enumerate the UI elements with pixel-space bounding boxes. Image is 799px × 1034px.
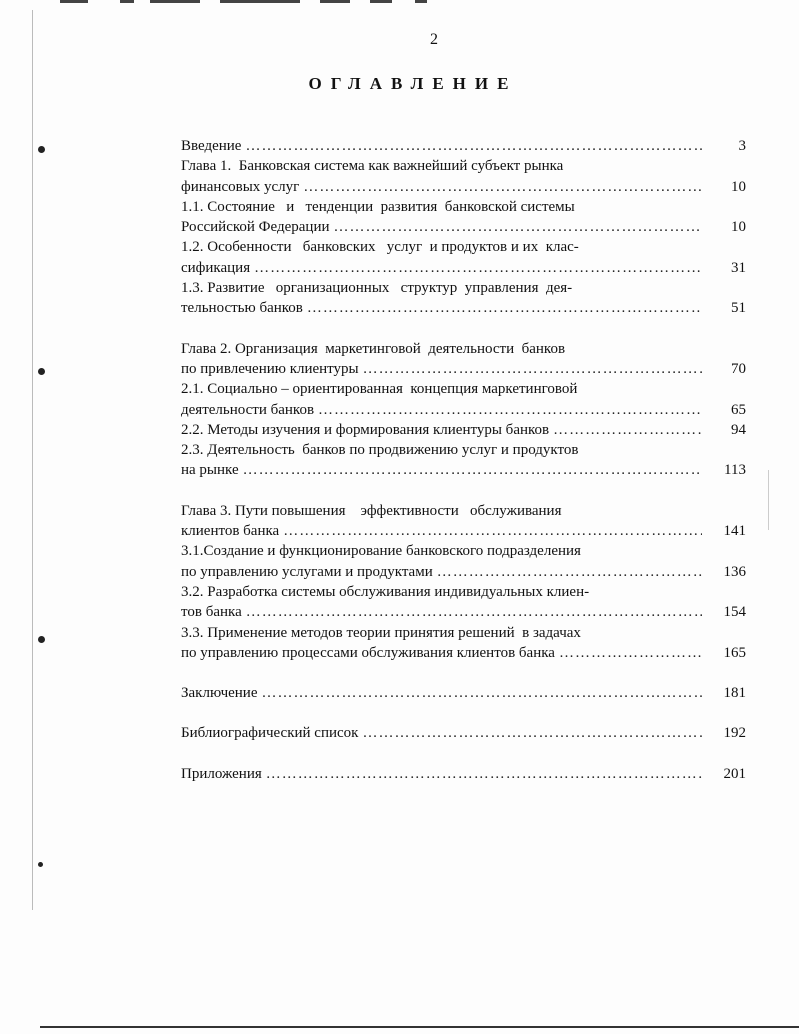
toc-entry-text: Российской Федерации (181, 219, 330, 236)
toc-entry-line (181, 440, 746, 460)
toc-entry (181, 136, 746, 156)
toc-page-number: 51 (731, 300, 746, 317)
toc-entry (181, 723, 746, 743)
toc-entry (181, 764, 746, 784)
toc-entry-text: Библиографический список (181, 725, 359, 742)
toc-entry-line (181, 643, 746, 663)
toc-entry-text: 3.2. Разработка системы обслуживания индивидуальных клиен- (181, 583, 590, 600)
toc-page-number: 10 (731, 178, 746, 195)
dot-leader (437, 562, 702, 582)
section-gap (181, 703, 746, 723)
toc-entry-line (181, 420, 746, 440)
toc-page-number: 3 (738, 138, 746, 154)
toc-entry-text: Глава 2. Организация маркетинговой деятельности банков (181, 340, 566, 357)
toc-entry-line (181, 501, 746, 521)
toc-entry-line (181, 359, 746, 379)
toc-entry (181, 440, 746, 481)
toc-entry-line (181, 582, 746, 602)
toc-page-number: 154 (723, 604, 746, 621)
toc-entry-text: Глава 3. Пути повышения эффективности обслуживания (181, 502, 562, 519)
toc-page-number: 70 (731, 360, 746, 377)
toc-entry-text: Введение (181, 138, 242, 154)
toc-entry-text: Приложения (181, 765, 262, 782)
toc-entry-text: деятельности банков (181, 401, 315, 418)
section-gap (181, 744, 746, 764)
toc-page-number: 165 (723, 644, 746, 661)
toc-page-number: 201 (723, 765, 746, 782)
section-gap (181, 481, 746, 501)
dot-leader (243, 460, 702, 480)
toc-entry-line (181, 197, 746, 217)
toc-entry (181, 339, 746, 380)
toc-entry-line (181, 541, 746, 561)
toc-entry-text: по управлению процессами обслуживания клиентов банка (181, 644, 555, 661)
binding-hole-mark (38, 146, 45, 153)
toc-entry-line (181, 278, 746, 298)
toc-entry-line (181, 156, 746, 176)
toc-entry (181, 156, 746, 197)
toc-entry-text: 3.1.Создание и функционирование банковского подразделения (181, 543, 581, 560)
toc-entry-text: на рынке (181, 462, 239, 479)
dot-leader (362, 723, 702, 743)
toc-entry (181, 501, 746, 542)
toc-entry-line (181, 623, 746, 643)
toc-entry-line (181, 177, 746, 197)
toc-entry (181, 197, 746, 238)
section-gap (181, 663, 746, 683)
toc-entry-text: 3.3. Применение методов теории принятия решений в задачах (181, 624, 581, 641)
toc-entry (181, 237, 746, 278)
dot-leader (246, 602, 702, 622)
dot-leader (303, 177, 702, 197)
toc-entry-line (181, 339, 746, 359)
toc-entry-line (181, 562, 746, 582)
toc-entry-text: тов банка (181, 604, 242, 621)
toc-entry-line (181, 298, 746, 318)
scan-right-artifact (768, 470, 769, 530)
dot-leader (559, 643, 702, 663)
toc-entry (181, 420, 746, 440)
toc-entry-text: сификация (181, 259, 251, 276)
toc-entry-line (181, 400, 746, 420)
dot-leader (245, 136, 702, 156)
binding-hole-mark (38, 368, 45, 375)
toc-entry-line (181, 237, 746, 257)
toc-page-number: 181 (723, 685, 746, 702)
toc-entry-text: 1.3. Развитие организационных структур управления дея- (181, 280, 573, 297)
toc-entry-line (181, 460, 746, 480)
table-of-contents (181, 136, 746, 784)
toc-entry-text: 2.3. Деятельность банков по продвижению услуг и продуктов (181, 442, 579, 459)
toc-entry-line (181, 379, 746, 399)
dot-leader (262, 683, 703, 703)
toc-page-number: 136 (723, 563, 746, 580)
toc-entry-text: 1.1. Состояние и тенденции развития банковской системы (181, 198, 575, 215)
toc-entry-text: клиентов банка (181, 523, 280, 540)
toc-page-number: 31 (731, 259, 746, 276)
dot-leader (363, 359, 702, 379)
toc-title: ОГЛАВЛЕНИЕ (308, 74, 518, 93)
scan-left-edge (32, 10, 33, 910)
scan-artifact-top (60, 0, 440, 4)
toc-entry-text: 1.2. Особенности банковских услуг и продуктов и их клас- (181, 239, 579, 256)
toc-page-number: 141 (723, 523, 746, 540)
toc-page-number: 65 (731, 401, 746, 418)
toc-entry-text: Заключение (181, 685, 258, 702)
dot-leader (266, 764, 702, 784)
toc-entry-text: Глава 1. Банковская система как важнейший субъект рынка (181, 158, 564, 175)
toc-entry (181, 278, 746, 319)
toc-page-number: 192 (723, 725, 746, 742)
toc-entry-line (181, 521, 746, 541)
toc-entry-line (181, 136, 746, 156)
toc-entry-line (181, 258, 746, 278)
dot-leader (334, 217, 702, 237)
toc-entry-text: 2.1. Социально – ориентированная концепция маркетинговой (181, 381, 578, 398)
toc-entry-line (181, 602, 746, 622)
toc-entry-text: по управлению услугами и продуктами (181, 563, 433, 580)
toc-entry (181, 379, 746, 420)
toc-entry-line (181, 764, 746, 784)
toc-entry (181, 582, 746, 623)
binding-hole-mark (38, 862, 43, 867)
toc-entry-line (181, 723, 746, 743)
toc-entry-text: финансовых услуг (181, 178, 300, 195)
scan-bottom-edge (40, 1026, 799, 1028)
toc-entry (181, 623, 746, 664)
toc-page-number: 10 (731, 219, 746, 236)
toc-entry-text: 2.2. Методы изучения и формирования клиентуры банков (181, 421, 550, 438)
dot-leader (553, 420, 702, 440)
page-number: 2 (430, 31, 438, 48)
toc-entry-text: по привлечению клиентуры (181, 360, 359, 377)
dot-leader (283, 521, 702, 541)
dot-leader (307, 298, 702, 318)
toc-entry (181, 683, 746, 703)
toc-entry-line (181, 217, 746, 237)
dot-leader (318, 400, 702, 420)
toc-entry-text: тельностью банков (181, 300, 303, 317)
section-gap (181, 319, 746, 339)
toc-page-number: 113 (724, 462, 746, 479)
toc-entry (181, 541, 746, 582)
toc-page-number: 94 (731, 421, 746, 438)
binding-hole-mark (38, 636, 45, 643)
toc-entry-line (181, 683, 746, 703)
dot-leader (254, 258, 702, 278)
